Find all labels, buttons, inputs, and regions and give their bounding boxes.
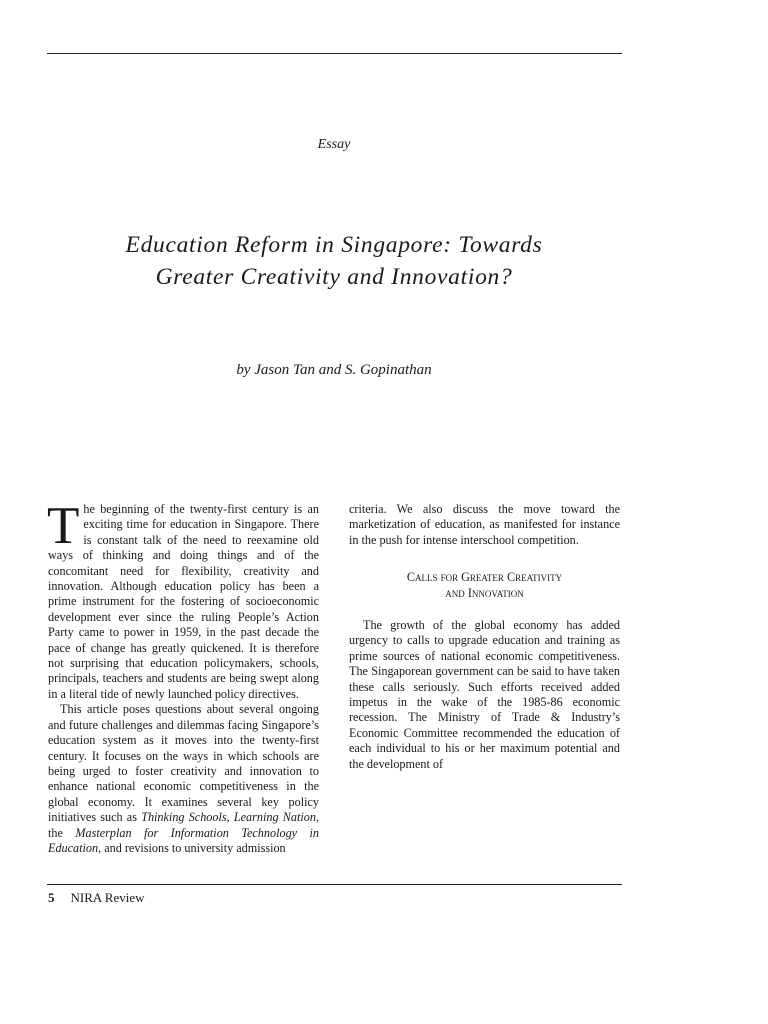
paragraph-intro-text: he beginning of the twenty-first century is an exciting time for education in Singapore. There is constant talk of the need to reexamine old ways of thinking and doing things and of the concomitant need for flexibility, creativity and innovation. Although education policy has been a prime instrument for the fostering of socioeconomic development ever since the ruling People’s Action Party came to power in 1959, in the past decade the pace of change has greatly quickened. It is therefore not surprising that education policymakers, schools, principals, teachers and students are being swept along in a literal tide of newly launched policy directives. xyxy=(48,502,319,701)
paragraph-purpose-end: , and revisions to university admission xyxy=(98,840,286,855)
title-line-2: Greater Creativity and Innovation? xyxy=(155,264,513,290)
drop-cap: T xyxy=(47,497,80,555)
paragraph-intro xyxy=(47,497,319,702)
page-number: 5 xyxy=(48,890,55,905)
section-heading xyxy=(349,570,620,601)
article-title xyxy=(0,229,668,293)
section-heading-line-1: Calls for Greater Creativity xyxy=(406,570,563,585)
paragraph-growth: The growth of the global economy has added urgency to calls to upgrade education and training as prime sources of national economic competitiveness. The Singaporean government can be said to have taken these calls seriously. Such efforts received added impetus in the wake of the 1985-86 economic recession. The Ministry of Trade & Industry’s Economic Committee recommended the education of each individual to his or her maximum potential and the development of xyxy=(349,618,620,771)
section-heading-line-2: and Innovation xyxy=(445,585,524,600)
top-rule xyxy=(47,53,622,54)
column-left xyxy=(47,497,319,856)
page-footer xyxy=(48,890,145,906)
paragraph-purpose-continued xyxy=(349,502,620,548)
paragraph-purpose xyxy=(48,702,319,856)
title-line-1: Education Reform in Singapore: Towards xyxy=(125,232,543,258)
italic-policy-1: Thinking Schools, Learning Nation xyxy=(141,810,316,825)
journal-name: NIRA Review xyxy=(70,890,145,905)
italic-policy-2: Masterplan for Information Technology in Education xyxy=(48,825,319,855)
section-kicker: Essay xyxy=(317,137,351,152)
paragraph-purpose-end-continued: criteria. We also discuss the move toward the marketization of education, as manifested for instance in the push for intense interschool competition. xyxy=(349,502,620,547)
byline: by Jason Tan and S. Gopinathan xyxy=(236,362,432,378)
column-right xyxy=(349,502,620,772)
bottom-rule xyxy=(47,884,622,885)
paragraph-purpose-text: This article poses questions about several ongoing and future challenges and dilemmas facing Singapore’s education system as it moves into the twenty-first century. It focuses on the ways in which schools are being urged to foster creativity and innovation to enhance national economic competitiveness in the global economy. It examines several key policy initiatives such as xyxy=(48,702,319,825)
paragraph-purpose-mid: , the xyxy=(48,810,319,840)
